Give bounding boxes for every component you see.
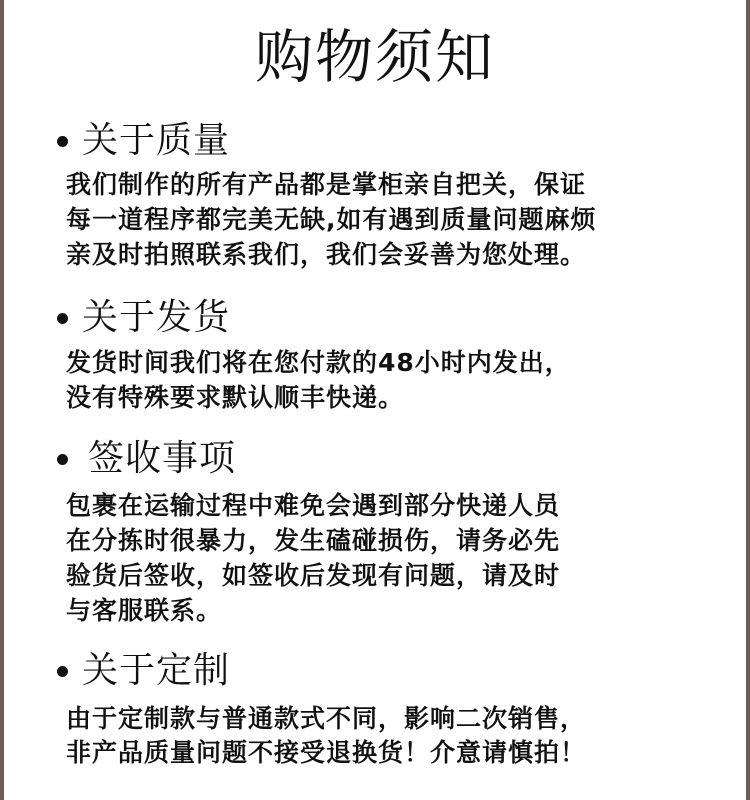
body-line: 亲及时拍照联系我们，我们会妥善为您处理。: [66, 240, 587, 269]
body-line: 由于定制款与普通款式不同，影响二次销售，: [66, 704, 587, 733]
section-body: [4, 167, 746, 272]
body-line: 发货时间我们将在您付款的48小时内发出，: [66, 348, 571, 377]
body-line: 每一道程序都完美无缺,如有遇到质量问题麻烦: [66, 205, 597, 234]
body-line: 包裹在运输过程中难免会遇到部分快递人员: [66, 491, 561, 520]
bullet-icon: [57, 666, 68, 677]
section-heading-text: 关于发货: [82, 297, 231, 338]
body-line: 非产品质量问题不接受退换货！介意请慎拍！: [66, 738, 587, 767]
bullet-icon: [57, 313, 68, 324]
section-body: [4, 488, 746, 628]
bullet-icon: [57, 454, 68, 465]
bullet-icon: [57, 136, 68, 147]
body-line: 验货后签收，如签收后发现有问题，请及时: [66, 561, 561, 590]
section-body: [4, 345, 746, 415]
section-body: [4, 702, 746, 770]
section-heading-quality: [4, 118, 746, 164]
section-heading-text: 签收事项: [88, 438, 237, 479]
section-heading-text: 关于定制: [82, 650, 231, 691]
section-heading-shipping: [4, 295, 746, 341]
body-line: 我们制作的所有产品都是掌柜亲自把关，保证: [66, 170, 587, 199]
body-line: 与客服联系。: [66, 596, 223, 625]
section-quality: [4, 118, 746, 272]
section-custom: [4, 648, 746, 770]
section-signing: [4, 436, 746, 628]
section-heading-custom: [4, 648, 746, 694]
page-title: 购物须知: [254, 23, 495, 91]
section-heading-text: 关于质量: [82, 120, 231, 161]
body-line: 在分拣时很暴力，发生磕碰损伤，请务必先: [66, 526, 561, 555]
body-line: 没有特殊要求默认顺丰快递。: [66, 383, 405, 412]
section-shipping: [4, 295, 746, 415]
section-heading-signing: [4, 436, 746, 482]
